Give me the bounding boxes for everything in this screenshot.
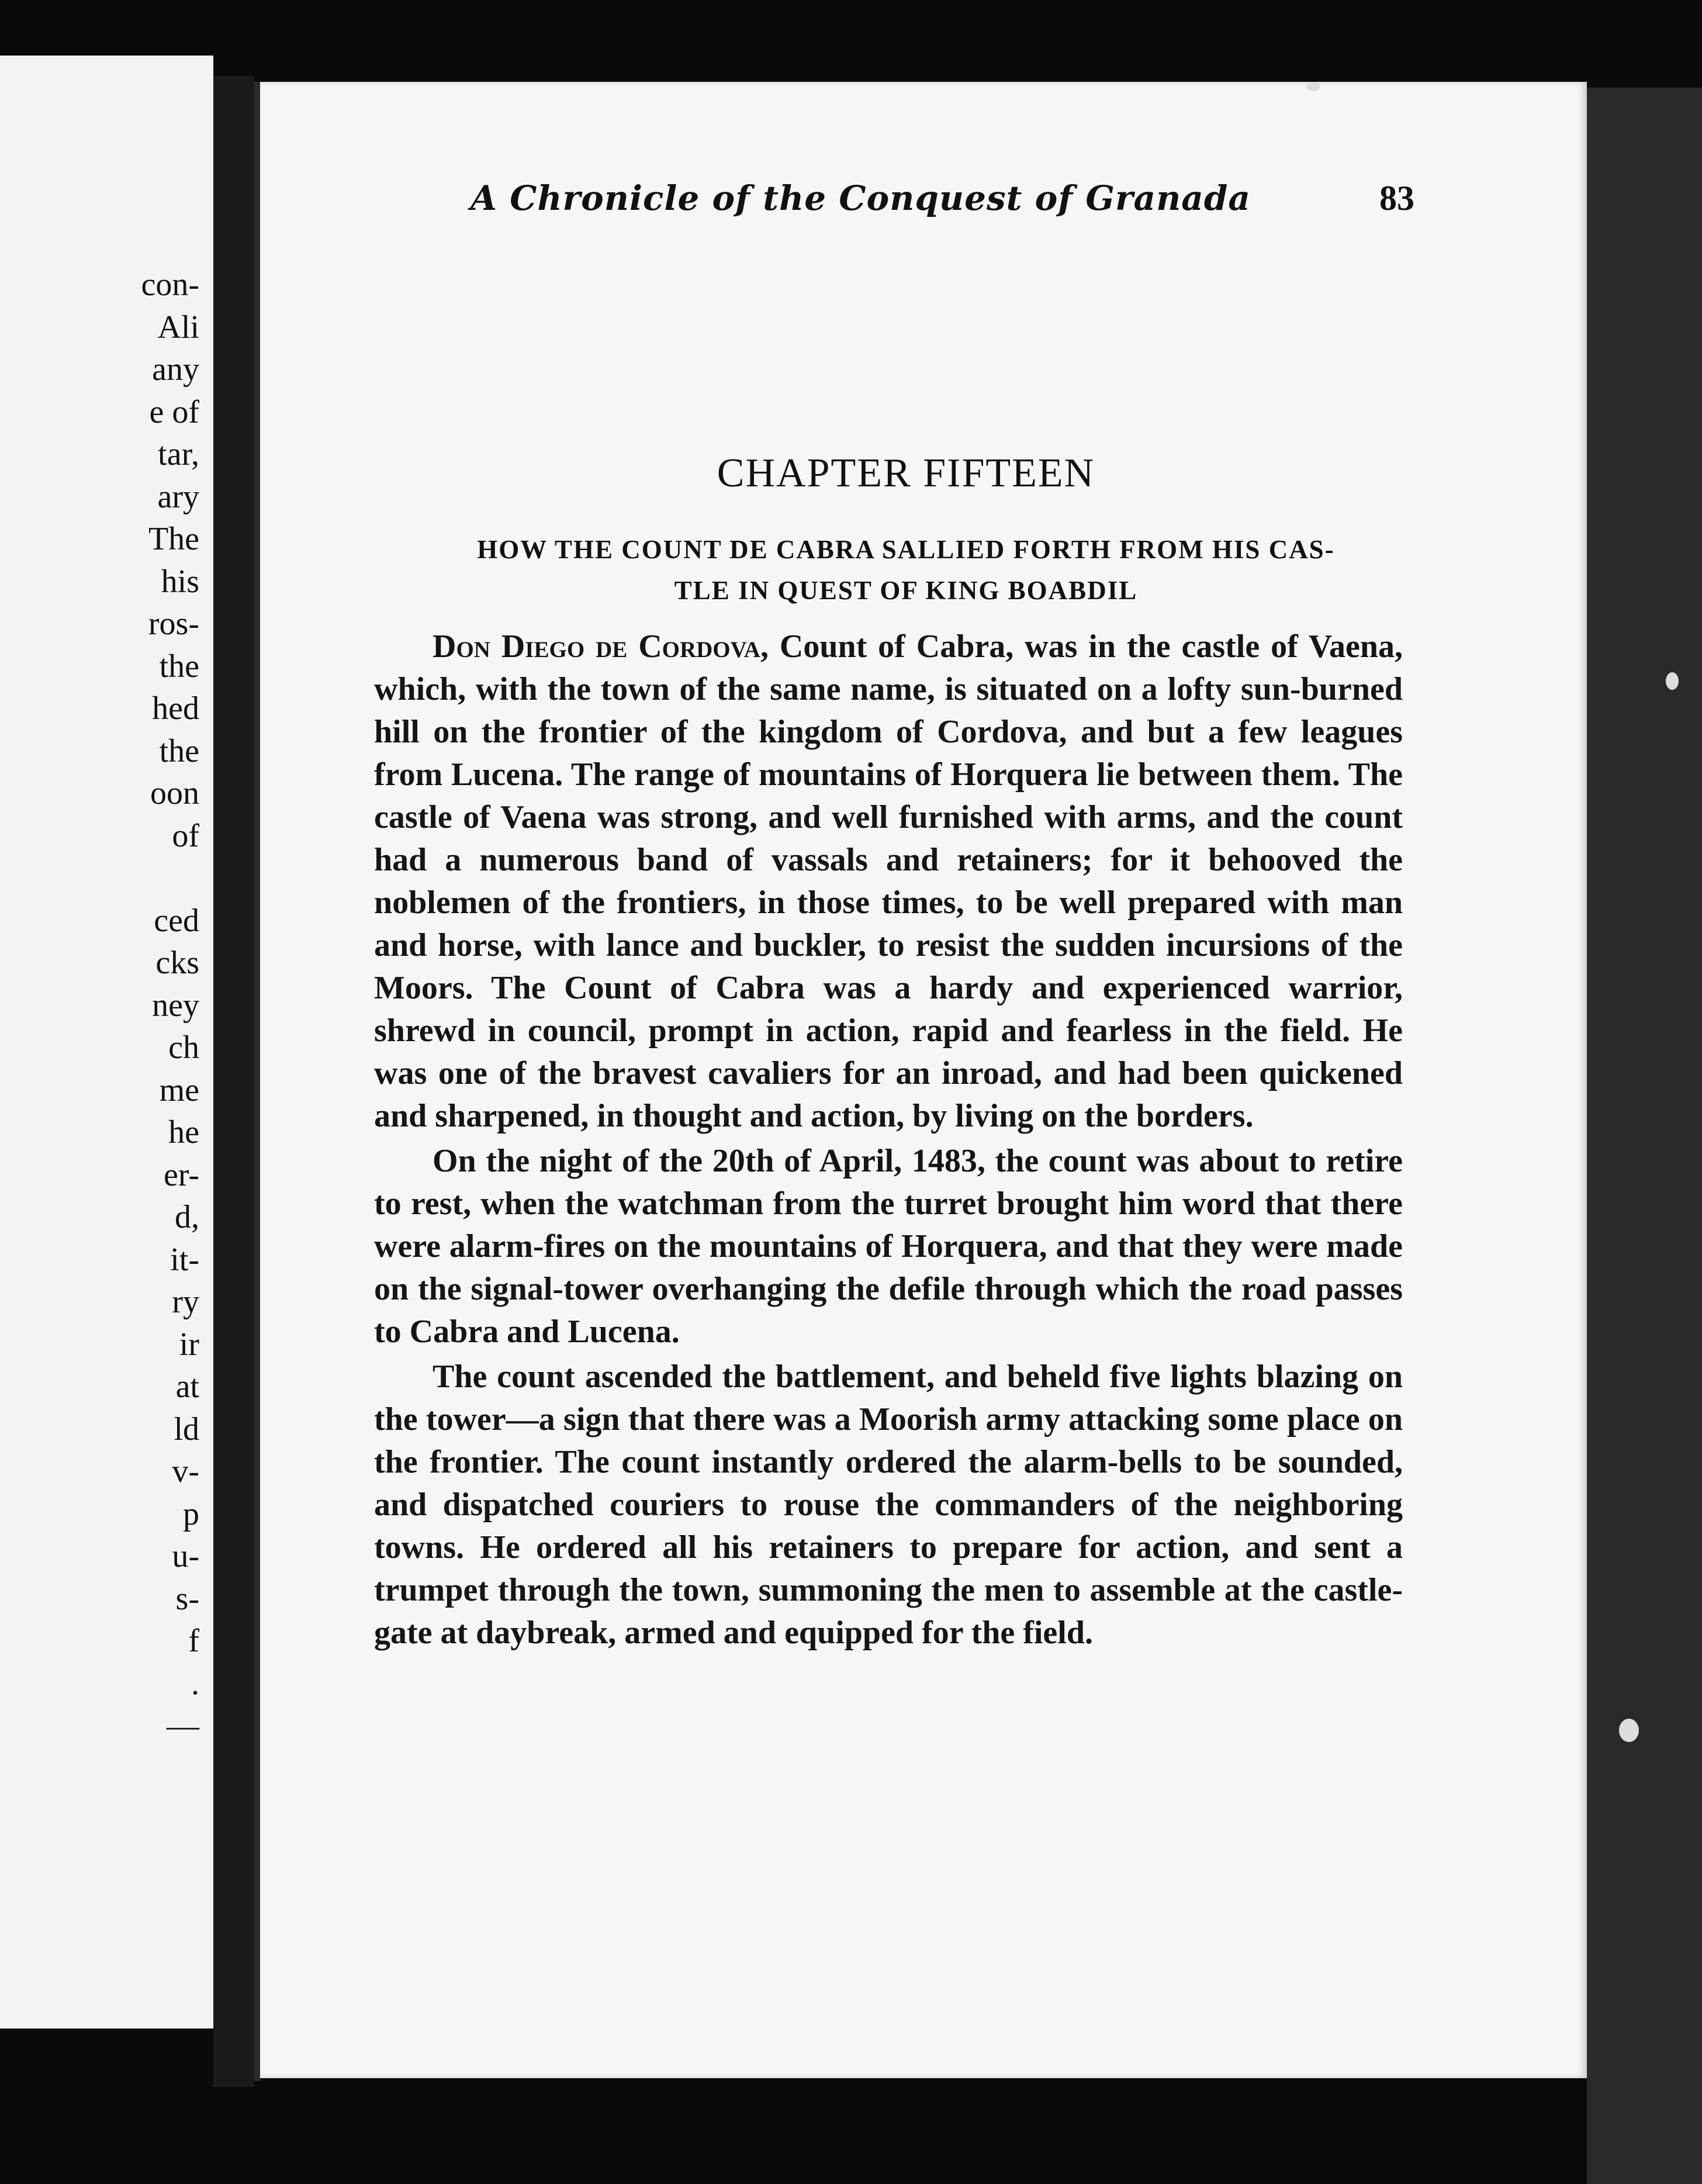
chapter-subtitle-line: TLE IN QUEST OF KING BOABDIL [674, 576, 1138, 605]
chapter-subtitle [397, 529, 1414, 611]
facing-page-line: any [152, 351, 199, 388]
facing-page-line: ced [154, 902, 199, 939]
facing-page-line: ry [172, 1284, 199, 1320]
facing-page-line: me [159, 1072, 199, 1108]
running-head: A Chronicle of the Conquest of Granada [471, 178, 1251, 218]
paragraph-lead-in: Don Diego de Cordova, [433, 628, 769, 665]
facing-page-line: u- [172, 1538, 199, 1574]
facing-page-line: d, [175, 1199, 199, 1235]
paragraph [374, 626, 1403, 1138]
facing-page-line: at [175, 1369, 199, 1405]
facing-page-line: Ali [157, 309, 199, 345]
facing-page-line: it- [170, 1241, 199, 1278]
facing-page-line: ld [174, 1411, 199, 1447]
scan-background-edge [1587, 88, 1702, 2184]
facing-page-line: ney [152, 987, 199, 1024]
page-number: 83 [1379, 179, 1414, 217]
facing-page-line: The [148, 521, 199, 557]
facing-page-line: s- [175, 1580, 199, 1617]
facing-page-line: ir [179, 1326, 199, 1363]
chapter-title: CHAPTER FIFTEEN [717, 451, 1095, 496]
facing-page-line: ros- [148, 606, 199, 642]
facing-page-line: v- [172, 1453, 199, 1490]
scan-speck [1306, 82, 1320, 91]
facing-page-line: f [188, 1623, 199, 1659]
paragraph: On the night of the 20th of April, 1483, the count was about to retire to rest, when the watchman from the turret brought him word that there were alarm-fires on the mountains of Horquera, and that they were made on the signal-tower overhanging the defile through which the road passes to Cabra and Lucena. [374, 1143, 1403, 1350]
facing-page-line: ch [168, 1029, 199, 1066]
facing-page-line: con- [141, 267, 199, 303]
facing-page-line: e of [149, 393, 199, 430]
facing-page-line: oon [150, 775, 199, 811]
facing-page-line: the [159, 648, 199, 685]
facing-page-line: of [172, 817, 199, 854]
paragraph-text: Count of Cabra, was in the castle of Vaena, which, with the town of the same name, is situated on a lofty sun-burned hill on the frontier of the kingdom of Cordova, and but a few leagues from Lucena. The range of mountains of Horquera lie between them. The castle of Vaena was strong, and well furnished with arms, and the count had a numerous band of vassals and retainers; for it behooved the noblemen of the frontiers, in those times, to be well prepared with man and horse, with lance and buckler, to resist the sudden incursions of the Moors. The Count of Cabra was a hardy and experienced warrior, shrewd in council, prompt in action, rapid and fearless in the field. He was one of the bravest cavaliers for an inroad, and had been quickened and sharpened, in thought and action, by living on the borders. [374, 628, 1403, 1134]
paragraph: The count ascended the battlement, and beheld five lights blazing on the tower—a sign that there was a Moorish army attacking some place on the frontier. The count instantly ordered the alarm-bells to be sounded, and dispatched couriers to rouse the commanders of the neighboring towns. He ordered all his retainers to prepare for action, and sent a trumpet through the town, summoning the men to assemble at the castle-gate at daybreak, armed and equipped for the field. [374, 1359, 1403, 1651]
facing-page-line: he [168, 1114, 199, 1150]
facing-page-line: his [161, 563, 199, 600]
scan-speck [1619, 1719, 1639, 1742]
facing-page-fragment [0, 56, 213, 2029]
facing-page-line: the [159, 732, 199, 769]
facing-page-line: p [183, 1495, 199, 1532]
facing-page-line: tar, [158, 436, 199, 472]
chapter-subtitle-line: HOW THE COUNT DE CABRA SALLIED FORTH FROM HIS CAS- [477, 535, 1335, 564]
book-gutter [213, 76, 254, 2087]
facing-page-line: . [191, 1665, 199, 1702]
facing-page-line: — [167, 1708, 199, 1744]
facing-page-line: cks [155, 945, 199, 981]
scan-speck [1666, 672, 1679, 690]
chapter-body [374, 626, 1403, 1654]
facing-page-line: hed [152, 690, 199, 727]
facing-page-line: er- [163, 1156, 199, 1193]
facing-page-line: ary [157, 478, 199, 515]
